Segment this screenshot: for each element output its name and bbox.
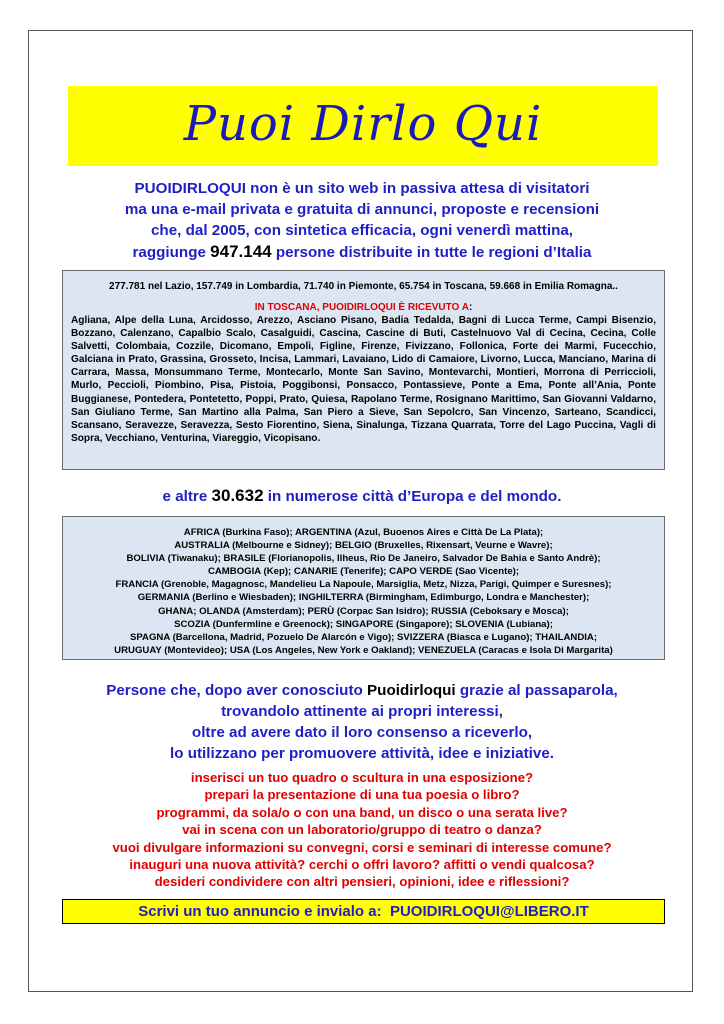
country-line: AUSTRALIA (Melbourne e Sidney); BELGIO (Bruxelles, Rixensart, Veurne e Wavre);: [174, 540, 553, 552]
country-line: AFRICA (Burkina Faso); ARGENTINA (Azul, Buoenos Aires e Città De La Plata);: [183, 527, 544, 538]
reach-number: 947.144: [210, 242, 272, 261]
question-item: vai in scena con un laboratorio/gruppo di teatro o danza?: [182, 822, 542, 838]
tuscany-heading: IN TOSCANA, PUOIDIRLOQUI È RICEVUTO A:: [254, 302, 473, 313]
contact-email[interactable]: PUOIDIRLOQUI@LIBERO.IT: [389, 903, 589, 920]
country-line: GHANA; OLANDA (Amsterdam); PERÙ (Corpac San Isidro); RUSSIA (Ceboksary e Mosca);: [158, 605, 569, 617]
persons-line-1: Persone che, dopo aver conosciuto Puoidirloqui grazie al passaparola,: [106, 682, 618, 699]
cta-text: Scrivi un tuo annuncio e invialo a:: [138, 903, 382, 920]
country-line: BOLIVIA (Tiwanaku); BRASILE (Florianopolis, Ilheus, Rio De Janeiro, Salvador De Bahia e Santo Andrè);: [126, 553, 601, 565]
world-reach-line: e altre 30.632 in numerose città d’Europa e del mondo.: [162, 486, 562, 505]
country-line: SCOZIA (Dunfermline e Greenock); SINGAPORE (Singapore); SLOVENIA (Lubiana);: [174, 618, 553, 630]
intro-line-2: ma una e-mail privata e gratuita di annunci, proposte e recensioni: [124, 201, 600, 218]
persons-paragraph: [60, 680, 664, 764]
country-line: URUGUAY (Montevideo); USA (Los Angeles, New York e Oakland); VENEZUELA (Caracas e Isola Di Margarita): [114, 644, 613, 656]
title-banner: [68, 86, 658, 166]
intro-paragraph: [60, 178, 664, 263]
questions-list: [60, 769, 664, 891]
intro-line-1: PUOIDIRLOQUI non è un sito web in passiva attesa di visitatori: [134, 180, 590, 197]
italy-distribution-box: [62, 270, 665, 470]
intro-line-3: che, dal 2005, con sintetica efficacia, ogni venerdì mattina,: [150, 222, 574, 239]
intro-line-4: raggiunge 947.144 persone distribuite in tutte le regioni d’Italia: [132, 242, 592, 261]
country-line: SPAGNA (Barcellona, Madrid, Pozuelo De Alarcón e Vigo); SVIZZERA (Biasca e Lugano); THAILANDIA;: [129, 631, 598, 643]
question-item: desideri condividere con altri pensieri, opinioni, idee e riflessioni?: [154, 874, 570, 890]
page-title: Puoi Dirlo Qui: [183, 96, 543, 152]
world-distribution-box: [62, 516, 665, 660]
call-to-action-box: [62, 899, 665, 924]
country-line: CAMBOGIA (Kep); CANARIE (Tenerife); CAPO VERDE (Sao Vicente);: [207, 566, 520, 578]
persons-line-4: lo utilizzano per promuovere attività, idee e iniziative.: [170, 745, 554, 762]
country-line: FRANCIA (Grenoble, Magagnosc, Mandelieu La Napoule, Marsiglia, Metz, Nizza, Parigi, Quimper e Suresnes);: [115, 579, 612, 591]
question-item: prepari la presentazione di una tua poesia o libro?: [204, 787, 520, 803]
persons-line-3: oltre ad avere dato il loro consenso a riceverlo,: [191, 724, 533, 741]
regions-stats: 277.781 nel Lazio, 157.749 in Lombardia, 71.740 in Piemonte, 65.754 in Toscana, 59.668 in Emilia Romagna..: [109, 281, 618, 292]
question-item: inauguri una nuova attività? cerchi o offri lavoro? affitti o vendi qualcosa?: [129, 857, 595, 873]
persons-line-2: trovandolo attinente ai propri interessi,: [221, 703, 503, 720]
brand-name: PUOIDIRLOQUI: [134, 180, 246, 197]
question-item: vuoi divulgare informazioni su convegni, corsi e seminari di interesse comune?: [112, 839, 612, 855]
world-number: 30.632: [211, 486, 264, 505]
tuscany-towns-list: Agliana, Alpe della Luna, Arcidosso, Arezzo, Asciano Pisano, Badia Tedalda, Bagni di Lucca Terme, Campi Bisenzio, Bozzano, Calenzano, Capalbio Scalo, Casalguidi, Cascina, Cascine di Buti, Castelnuovo Val di Cecina, Cecina, Colle Salvetti, Colombaia, Cozzile, Dicomano, Empoli, Figline, Firenze, Fivizzano, Follonica, Forte dei Marmi, Fucecchio, Galciana in Prato, Grassina, Grosseto, Incisa, Lammari, Lavaiano, Lido di Camaiore, Livorno, Lucca, Manciano, Marina di Carrara, Massa, Monsummano Terme, Montecarlo, Monte San Savino, Montevarchi, Montieri, Morrona di Perriccioli, Murlo, Peccioli, Piombino, Pisa, Pistoia, Poggibonsi, Ponsacco, Pontassieve, Ponte a Ema, Ponte all’Ania, Ponte Buggianese, Pontedera, Pontetetto, Poppi, Prato, Quiesa, Rapolano Terme, Rosignano Marittimo, San Giovanni Valdarno, San Giuliano Terme, San Martino alla Palma, San Piero a Sieve, San Sepolcro, San Vincenzo, Sarteano, Scandicci, Scansano, Seravezze, Seravezza, Sesto Fiorentino, Siena, Sinalunga, Tizzana Quarrata, Torre del Lago Puccina, Vagli di Sopra, Vecchiano, Venturina, Viareggio, Vicopisano.: [71, 315, 656, 444]
brand-mention: Puoidirloqui: [367, 682, 456, 699]
country-line: GERMANIA (Berlino e Wiesbaden); INGHILTERRA (Birmingham, Edimburgo, Londra e Manchester);: [137, 592, 590, 604]
question-item: inserisci un tuo quadro o scultura in una esposizione?: [190, 770, 534, 785]
question-item: programmi, da sola/o o con una band, un disco o una serata live?: [156, 804, 568, 820]
